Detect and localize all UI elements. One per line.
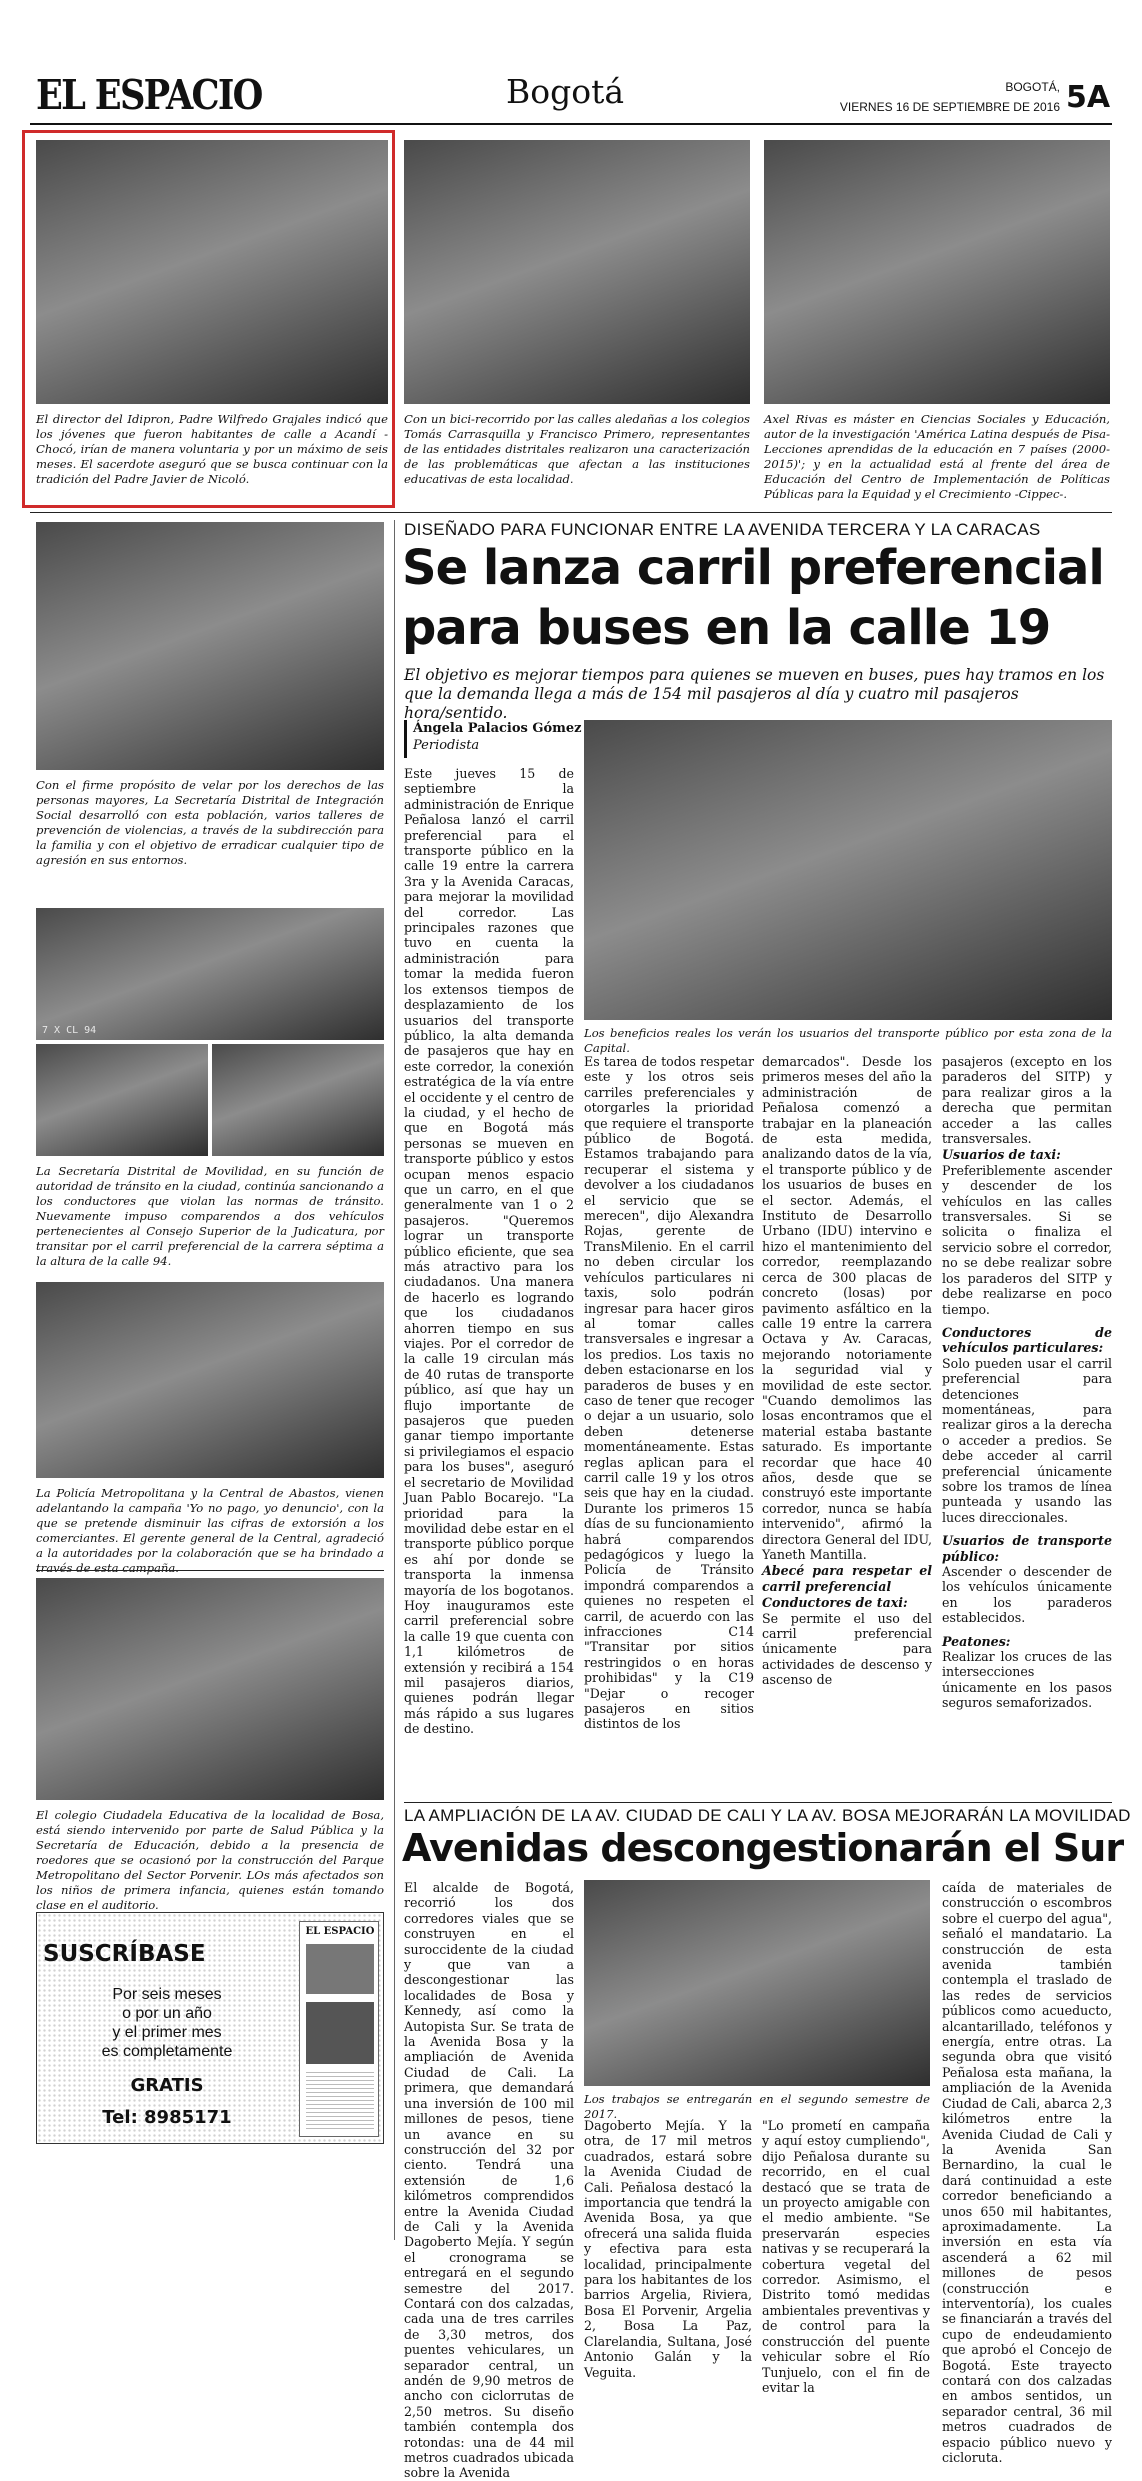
photo-carril-cctv xyxy=(36,908,384,1040)
top-row-rule xyxy=(30,512,1112,513)
article2-column-4: caída de materiales de construcción o escombros sobre el cuerpo del agua", señaló el mandatario. La construcción de esta avenida también contempla el traslado de las redes de servicios públicos como acueducto, alcantarillado, teléfonos y energía, entre otras. La segunda obra que visitó Peñalosa esta mañana, la ampliación de la Avenida Ciudad de Cali, abarca 2,3 kilómetros entre la Avenida Ciudad de Cali y la Avenida San Bernardino, la cual le dará continuidad a este corredor beneficiando a unos 650 mil habitantes, aproximadamente. La inversión en esta vía ascenderá a 62 mil millones de pesos (construcción e interventoría), los cuales se financiarán a través del cupo de endeudamiento que aprobó el Concejo de Bogotá. Este trayecto contará con dos calzadas en ambos sentidos, un separador central, 36 mil metros cuadrados de espacio público nuevo y cicloruta. xyxy=(942,1880,1112,2466)
article1-column-2: Es tarea de todos respetar este y los otros seis carriles preferenciales y otorgarles la prioridad que requiere el transporte público de Bogotá. Estamos trabajando para recuperar el sistema y devolver a los ciudadanos el servicio que se merecen", dijo Alexandra Rojas, gerente de TransMilenio. En el carril no deben circular los vehículos particulares ni taxis, solo podrán ingresar para hacer giros al tomar calles transversales e ingresar a los predios. Los taxis no deben estacionarse en los paraderos de buses y en caso de tener que recoger o dejar a un usuario, solo deben detenerse momentáneamente. Estas reglas aplican para el carril calle 19 y los otros seis que hay en la ciudad. Durante los primeros 15 días de su funcionamiento habrá comparendos pedagógicos y luego la Policía de Tránsito impondrá comparendos a quienes no respeten el carril, de acuerdo con las infracciones C14 "Transitar por sitios restringidos o en horas prohibidas" y la C19 "Dejar o recoger pasajeros en sitios distintos de los xyxy=(584,1054,754,1732)
abece-heading: Abecé para respetar el carril preferencial xyxy=(762,1563,932,1594)
article1-headline-line2: para buses en la calle 19 xyxy=(402,600,1051,656)
article1-headline-line1: Se lanza carril preferencial xyxy=(402,540,1104,596)
section-title: Bogotá xyxy=(506,72,625,111)
caption-personas-mayores: Con el firme propósito de velar por los derechos de las personas mayores, La Secretaría Distrital de Integración Social desarrolló con esta población, varios talleres de prevención de violencias, a través de la subdirección para la familia y con el objetivo de erradicar cualquier tipo de agresión en sus entornos. xyxy=(36,778,384,867)
photo-camioneta-2 xyxy=(212,1044,384,1156)
logo: EL ESPACIO xyxy=(36,71,262,119)
photo-personas-mayores xyxy=(36,522,384,770)
subscribe-line1: Por seis meses xyxy=(112,1986,222,2003)
article1-byline xyxy=(404,720,582,758)
caption-central-abastos: La Policía Metropolitana y la Central de Abastos, vienen adelantando la campaña 'Yo no pago, yo denuncio', con la que se pretende disminuir las cifras de extorsión a los comerciantes. El gerente general de la Central, agradeció a la autoridades por la colaboración que se ha brindado a través de esta campaña. xyxy=(36,1486,384,1575)
photo-idipron xyxy=(36,140,388,404)
caption-avenidas-sur: Los trabajos se entregarán en el segundo semestre de 2017. xyxy=(584,2092,930,2121)
usuarios-taxi-text: Preferiblemente ascender y descender de los vehículos en las calles transversales. Si se solicita o finaliza el servicio sobre el corredor, no se debe realizar sobre los paraderos del SITP y debe realizarse en poco tiempo. xyxy=(942,1162,1112,1317)
left-col-rule xyxy=(36,1570,384,1571)
author-name: Ángela Palacios Gómez xyxy=(413,721,582,736)
article2-column-2: Dagoberto Mejía. Y la otra, de 17 mil metros cuadrados, estará sobre la Avenida Ciudad de Cali. Peñalosa destacó la importancia que tendrá la Avenida Bosa, ya que ofrecerá una salida fluida y efectiva para esta localidad, principalmente para los habitantes de los barrios Argelia, Riviera, Bosa El Porvenir, Argelia 2, Bosa La Paz, Clarelandia, Sultana, José Antonio Galán y la Veguita. xyxy=(584,2118,752,2380)
article1-column-4-text: pasajeros (excepto en los paraderos del SITP) y para realizar giros a la derecha que permitan acceder a las calles transversales. xyxy=(942,1054,1112,1147)
caption-axel-rivas: Axel Rivas es máster en Ciencias Sociales y Educación, autor de la investigación 'América Latina después de Pisa- Lecciones aprendidas de la educación en 7 países (2000-2015)'; y en la actualidad está al frente del área de Educación del Centro de Implementación de Políticas Públicas para la Equidad y el Crecimiento -Cippec-. xyxy=(764,412,1110,501)
caption-bici-recorrido: Con un bici-recorrido por las calles aledañas a los colegios Tomás Carrasquilla y Francisco Primero, representantes de las entidades distritales realizaron una caracterización de las problemáticas que afectan a las instituciones educativas de esta localidad. xyxy=(404,412,750,486)
sub-peatones: Peatones: xyxy=(942,1633,1011,1649)
photo-camioneta-1 xyxy=(36,1044,208,1156)
caption-movilidad: La Secretaría Distrital de Movilidad, en su función de autoridad de tránsito en la ciudad, continúa sancionando a los conductores que violan las normas de tránsito. Nuevamente impuso comparendos a dos vehículos pertenecientes al Consejo Superior de la Judicatura, por transitar por el carril preferencial de la carrera séptima a la altura de la calle 94. xyxy=(36,1164,384,1268)
photo-colegio-bosa xyxy=(36,1578,384,1800)
subscribe-newspaper-thumbnail xyxy=(299,1921,379,2137)
article2-kicker: LA AMPLIACIÓN DE LA AV. CIUDAD DE CALI Y LA AV. BOSA MEJORARÁN LA MOVILIDAD xyxy=(404,1806,1131,1825)
article1-kicker: DISEÑADO PARA FUNCIONAR ENTRE LA AVENIDA TERCERA Y LA CARACAS xyxy=(404,520,1041,539)
masthead xyxy=(0,0,1142,125)
cctv-stamp: 7 X CL 94 xyxy=(42,1025,97,1036)
article1-dek: El objetivo es mejorar tiempos para quienes se mueven en buses, pues hay tramos en los que la demanda llega a más de 154 mil pasajeros al día y cuatro mil pasajeros hora/sentido. xyxy=(404,666,1105,722)
subscribe-title: SUSCRÍBASE xyxy=(43,1941,206,1967)
article2-headline: Avenidas descongestionarán el Sur xyxy=(402,1826,1124,1870)
caption-calle-19: Los beneficios reales los verán los usuarios del transporte público por esta zona de la Capital. xyxy=(584,1026,1112,1055)
vehiculos-particulares-text: Solo pueden usar el carril preferencial para detenciones momentáneas, para realizar giros a la derecha o acceder a predios. Se debe acceder al carril preferencial únicamente sobre los tramos de línea punteada y usando las luces direccionales. xyxy=(942,1355,1112,1525)
peatones-text: Realizar los cruces de las intersecciones únicamente en los pasos seguros semaforizados. xyxy=(942,1649,1112,1711)
page-number: 5A xyxy=(1066,80,1111,115)
subscribe-line2: o por un año xyxy=(122,2005,212,2022)
article-separator-rule xyxy=(404,1802,1112,1803)
article1-column-3 xyxy=(762,1054,932,1798)
conductores-taxi-text: Se permite el uso del carril preferencial únicamente para actividades de descenso y ascenso de xyxy=(762,1610,932,1688)
sub-conductores-taxi: Conductores de taxi: xyxy=(762,1595,908,1611)
author-role: Periodista xyxy=(413,738,480,753)
left-column-divider xyxy=(394,520,395,2240)
photo-central-abastos xyxy=(36,1282,384,1478)
subscribe-line3: y el primer mes xyxy=(112,2024,222,2041)
article2-column-1: El alcalde de Bogotá, recorrió los dos corredores viales que se construyen en el suroccidente de la ciudad y que van a descongestionar las localidades de Bosa y Kennedy, así como la Autopista Sur. Se trata de la Avenida Bosa y la ampliación de Avenida Ciudad de Cali. La primera, que demandará una inversión de 100 mil millones de pesos, tiene un avance en su construcción del 32 por ciento. Tendrá una extensión de 1,6 kilómetros comprendidos entre la Avenida Ciudad de Cali y la Avenida Dagoberto Mejía. Y según el cronograma se entregará en el segundo semestre del 2017. Contará con dos calzadas, cada una de tres carriles de 3,30 metros, dos puentes vehiculares, un separador central, un andén de 9,90 metros de ancho con ciclorrutas de 2,50 metros. Su diseño también contempla dos rotondas: una de 44 mil metros cuadrados ubicada sobre la Avenida xyxy=(404,1880,574,2481)
dateline-city: BOGOTÁ, xyxy=(1005,80,1060,94)
photo-calle-19 xyxy=(584,720,1112,1020)
mini-text xyxy=(306,2072,374,2132)
subscribe-free: GRATIS xyxy=(130,2075,204,2096)
sub-usuarios-taxi: Usuarios de taxi: xyxy=(942,1147,1061,1163)
subscribe-phone[interactable]: Tel: 8985171 xyxy=(102,2107,232,2128)
photo-bici-recorrido xyxy=(404,140,750,404)
mini-photo-1 xyxy=(306,1944,374,1994)
article1-column-1: Este jueves 15 de septiembre la administración de Enrique Peñalosa lanzó el carril preferencial para el transporte público en la calle 19 entre la carrera 3ra y la Avenida Caracas, para mejorar la movilidad del corredor. Las principales razones que tuvo en cuenta la administración para tomar la medida fueron los extensos tiempos de desplazamiento de los usuarios del transporte público, la alta demanda de pasajeros que hay en este corredor, la conexión estratégica de la vía entre el occidente y el centro de la ciudad, y el hecho de que en Bogotá más personas se mueven en transporte público y estos ocupan menos espacio que un carro, en el que generalmente van 1 o 2 pasajeros. "Queremos lograr un transporte público eficiente, que sea más atractivo para los ciudadanos. Una manera de hacerlo es logrando que los ciudadanos ahorren tiempo en sus viajes. Por el corredor de la calle 19 circulan más de 40 rutas de transporte público, así que hay un flujo importante de pasajeros que pueden ganar tiempo importante si privilegiamos el espacio para los buses", aseguró el secretario de Movilidad Juan Pablo Bocarejo. "La prioridad para la movilidad debe estar en el transporte público porque es ahí por donde se transporta la inmensa mayoría de los bogotanos. Hoy inauguramos este carril preferencial sobre la calle 19 que cuenta con 1,1 kilómetros de extensión y recibirá a 154 mil pasajeros diarios, quienes podrán llegar más rápido a sus lugares de destino. xyxy=(404,766,575,1737)
dateline-date: VIERNES 16 DE SEPTIEMBRE DE 2016 xyxy=(839,100,1060,114)
sub-vehiculos-particulares: Conductores de vehículos particulares: xyxy=(942,1324,1112,1356)
article1-column-4 xyxy=(942,1054,1112,1798)
caption-idipron: El director del Idipron, Padre Wilfredo Grajales indicó que los jóvenes que fueron habitantes de calle a Acandí - Chocó, irían de manera voluntaria y por un máximo de seis meses. El sacerdote aseguró que se busca continuar con la tradición del Padre Javier de Nicoló. xyxy=(36,412,388,486)
article2-column-3: "Lo prometí en campaña y aquí estoy cumpliendo", dijo Peñalosa durante su recorrido, en el cual destacó que se trata de un proyecto amigable con el medio ambiente. "Se preservarán especies nativas y se recuperará la cobertura vegetal del corredor. Asimismo, el Distrito tomó medidas ambientales preventivas y de control para la construcción del puente vehicular sobre el Río Tunjuelo, con el fin de evitar la xyxy=(762,2118,930,2395)
caption-colegio-bosa: El colegio Ciudadela Educativa de la localidad de Bosa, está siendo intervenido por parte de Salud Pública y la Secretaría de Educación, debido a la presencia de roedores que se ocasionó por la construcción del Parque Metropolitano del Sector Porvenir. LOs más afectados son los niños de primera infancia, quienes están tomando clase en el auditorio. xyxy=(36,1808,384,1912)
subscribe-line4: es completamente xyxy=(101,2043,233,2060)
mini-logo: EL ESPACIO xyxy=(305,1926,375,1937)
photo-axel-rivas xyxy=(764,140,1110,404)
masthead-rule xyxy=(30,123,1112,125)
transporte-publico-text: Ascender o descender de los vehículos únicamente en los paraderos establecidos. xyxy=(942,1564,1112,1626)
mini-photo-2 xyxy=(306,2002,374,2064)
sub-transporte-publico: Usuarios de transporte público: xyxy=(942,1533,1112,1564)
subscribe-ad[interactable] xyxy=(36,1912,384,2144)
photo-avenidas-sur xyxy=(584,1880,930,2086)
article1-column-3-text: demarcados". Desde los primeros meses del año la administración de Peñalosa comenzó a trabajar en la planeación de esta medida, analizando datos de la vía, el transporte público y de los usuarios de buses en el sector. Además, el Instituto de Desarrollo Urbano (IDU) intervino e hizo el mantenimiento del corredor, reemplazando cerca de 300 placas de concreto (losas) por pavimento asfáltico en la calle 19 entre la carrera Octava y Av. Caracas, mejorando notoriamente la seguridad vial y movilidad de este sector. "Cuando demolimos las losas encontramos que el material estaba bastante saturado. Es importante recordar que hace 40 años, desde que se construyó este importante corredor, nunca se había intervenido", afirmó la directora General del IDU, Yaneth Mantilla. xyxy=(762,1054,932,1562)
